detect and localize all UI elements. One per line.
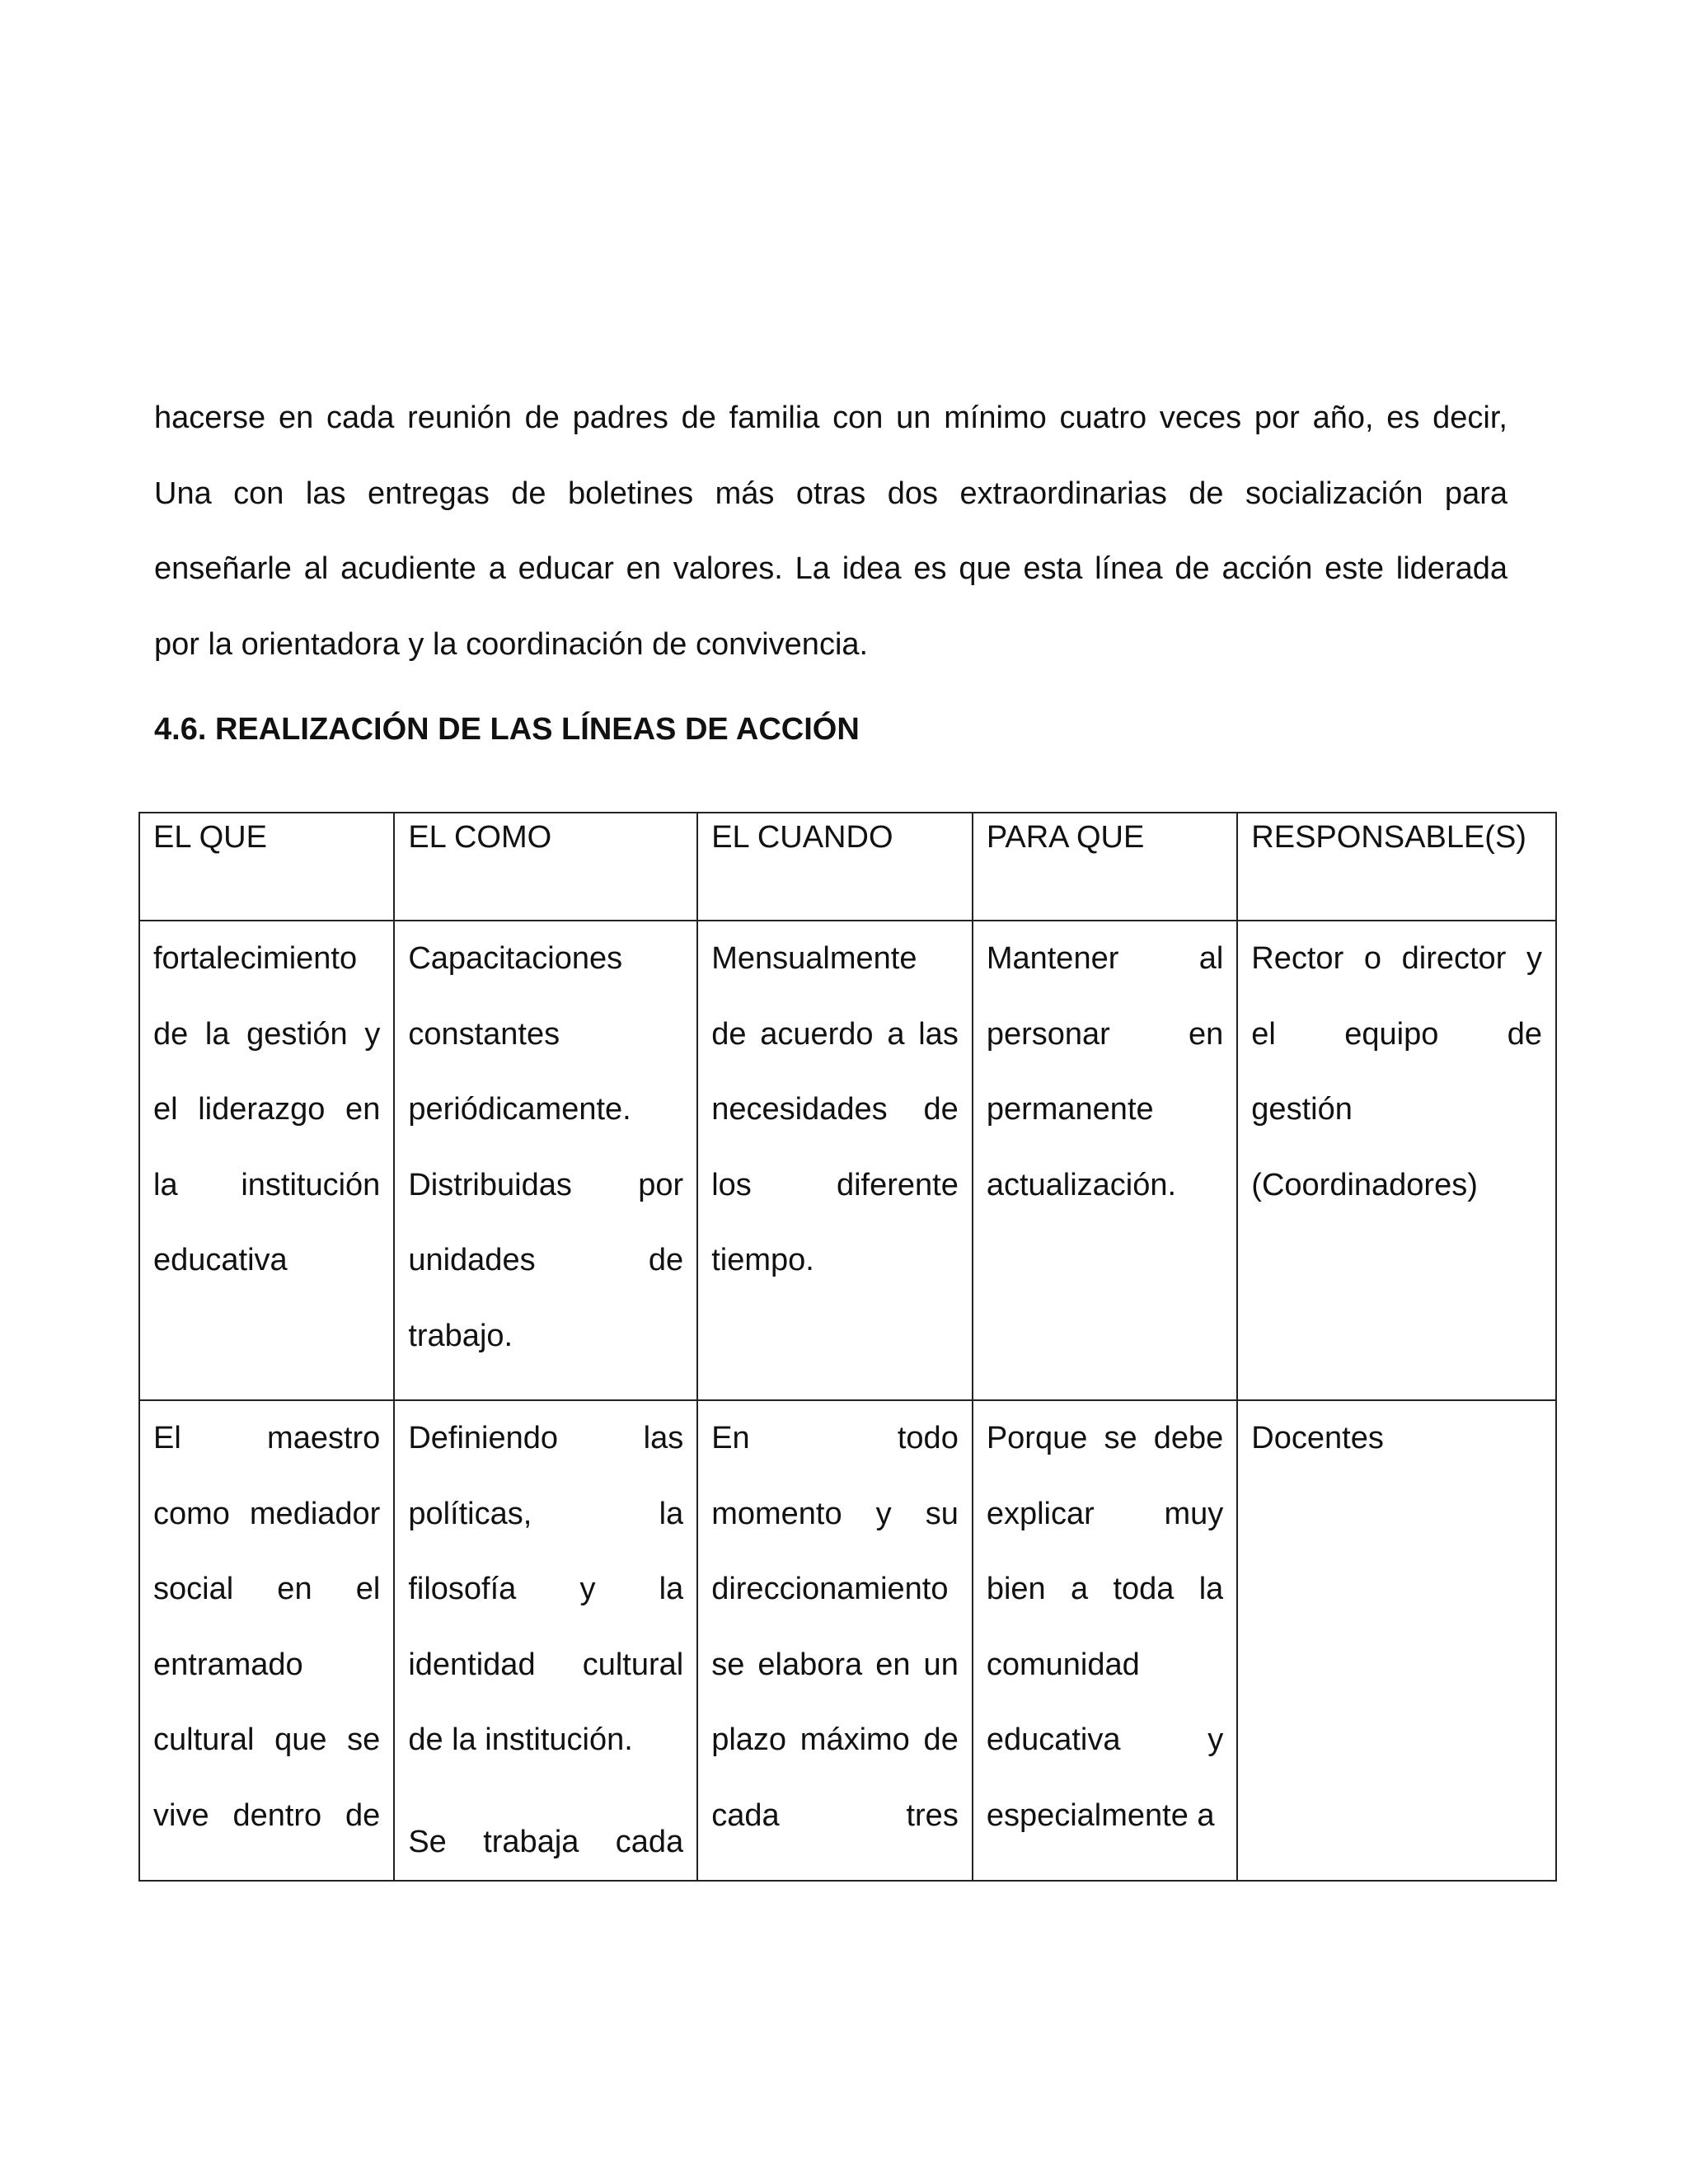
- cell-line: comunidad: [986, 1647, 1140, 1682]
- header-responsables: RESPONSABLE(S): [1237, 813, 1556, 921]
- table-cell: [139, 921, 394, 1400]
- cell-line: periódicamente.: [408, 1092, 631, 1127]
- cell-line: (Coordinadores): [1251, 1167, 1478, 1202]
- cell-line: identidad cultural: [408, 1647, 684, 1682]
- table-cell: [394, 1400, 697, 1881]
- cell-line: filosofía y la: [408, 1572, 684, 1606]
- table-cell: [697, 1400, 973, 1881]
- cell-line: Mensualmente: [711, 941, 917, 976]
- cell-line: la institución: [153, 1167, 381, 1202]
- cell-line: el equipo de: [1251, 1016, 1542, 1052]
- cell-line: Rector o director y: [1251, 941, 1542, 976]
- table-cell: [973, 921, 1237, 1400]
- cell-line: El maestro: [153, 1421, 381, 1455]
- cell-line: especialmente a: [986, 1797, 1215, 1833]
- section-heading: 4.6. REALIZACIÓN DE LAS LÍNEAS DE ACCIÓN: [154, 712, 860, 747]
- cell-line: entramado: [153, 1647, 303, 1682]
- header-el-cuando: EL CUANDO: [697, 813, 973, 921]
- cell-line: actualización.: [986, 1167, 1177, 1202]
- cell-line: el liderazgo en: [153, 1092, 381, 1127]
- cell-line: personar en: [986, 1016, 1224, 1052]
- cell-line: educativa: [153, 1243, 288, 1277]
- table-cell: [697, 921, 973, 1400]
- action-lines-table: [138, 812, 1557, 1882]
- table-cell: [139, 1400, 394, 1881]
- cell-line: explicar muy: [986, 1496, 1224, 1531]
- cell-line: direccionamiento: [711, 1572, 949, 1606]
- cell-line: gestión: [1251, 1092, 1353, 1127]
- cell-line: Mantener al: [986, 941, 1224, 976]
- cell-line: de la gestión y: [153, 1016, 381, 1052]
- cell-line: Se trabaja cada: [408, 1824, 684, 1859]
- intro-paragraph: [154, 381, 1507, 682]
- table-row: [139, 921, 1556, 1400]
- header-el-que: EL QUE: [139, 813, 394, 921]
- cell-line: de acuerdo a las: [711, 1016, 959, 1052]
- table-cell: [394, 921, 697, 1400]
- header-para-que: PARA QUE: [973, 813, 1237, 921]
- cell-line: tiempo.: [711, 1243, 814, 1277]
- cell-line: se elabora en un: [711, 1647, 959, 1682]
- cell-line: Capacitaciones: [408, 941, 623, 976]
- cell-line: fortalecimiento: [153, 941, 358, 976]
- cell-line: En todo: [711, 1421, 959, 1455]
- cell-line: bien a toda la: [986, 1572, 1224, 1606]
- cell-line: trabajo.: [408, 1318, 513, 1353]
- cell-line: unidades de: [408, 1243, 684, 1277]
- cell-line: de la institución.: [408, 1722, 633, 1757]
- cell-line: momento y su: [711, 1496, 959, 1531]
- cell-line: Definiendo las: [408, 1421, 684, 1455]
- paragraph-line: Una con las entregas de boletines más otras dos extraordinarias de socialización para: [154, 476, 1507, 511]
- paragraph-line: por la orientadora y la coordinación de convivencia.: [154, 626, 869, 662]
- cell-line: Distribuidas por: [408, 1167, 684, 1202]
- cell-line: cultural que se: [153, 1722, 381, 1757]
- paragraph-line: hacerse en cada reunión de padres de familia con un mínimo cuatro veces por año, es decir,: [154, 401, 1507, 435]
- cell-line: cada tres: [711, 1797, 959, 1833]
- cell-line: Docentes: [1251, 1421, 1384, 1455]
- cell-line: como mediador: [153, 1496, 381, 1531]
- cell-line: Porque se debe: [986, 1421, 1224, 1455]
- paragraph-line: enseñarle al acudiente a educar en valores. La idea es que esta línea de acción este liderada: [154, 551, 1507, 586]
- cell-line: políticas, la: [408, 1496, 684, 1531]
- table-header-row: [139, 813, 1556, 921]
- cell-line: constantes: [408, 1016, 560, 1052]
- header-el-como: EL COMO: [394, 813, 697, 921]
- cell-line: plazo máximo de: [711, 1722, 959, 1757]
- cell-line: necesidades de: [711, 1092, 959, 1127]
- cell-line: permanente: [986, 1092, 1154, 1127]
- table-row: [139, 1400, 1556, 1881]
- cell-line: social en el: [153, 1572, 381, 1606]
- table-cell: [1237, 1400, 1556, 1881]
- table-cell: [1237, 921, 1556, 1400]
- table-cell: [973, 1400, 1237, 1881]
- cell-line: los diferente: [711, 1167, 959, 1202]
- cell-line: vive dentro de: [153, 1797, 381, 1833]
- cell-line: educativa y: [986, 1722, 1224, 1757]
